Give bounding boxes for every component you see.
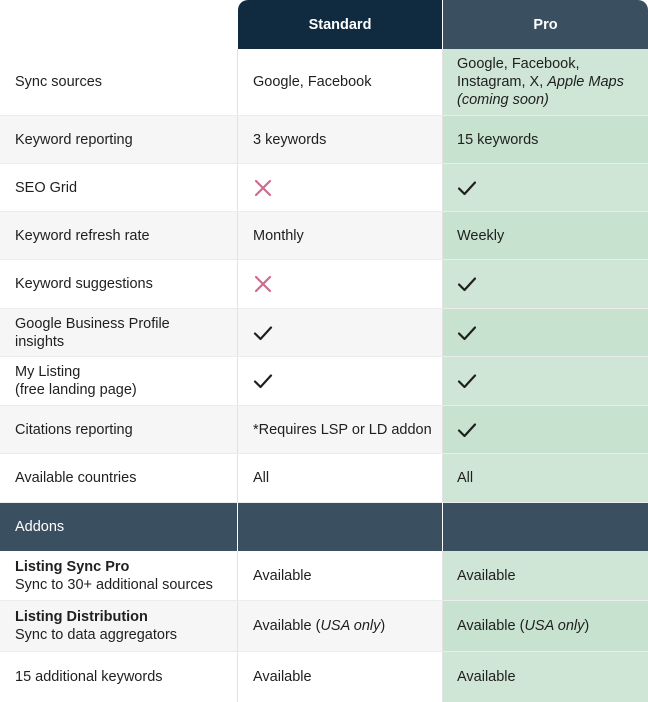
pro-value: 15 keywords bbox=[443, 116, 648, 163]
feature-label: Keyword suggestions bbox=[0, 260, 238, 308]
pro-value: All bbox=[443, 454, 648, 502]
header-pro: Pro bbox=[443, 0, 648, 49]
feature-label: Citations reporting bbox=[0, 406, 238, 453]
check-icon bbox=[253, 371, 273, 391]
table-row bbox=[0, 164, 648, 212]
feature-label: Sync sources bbox=[0, 49, 238, 115]
feature-label: Keyword reporting bbox=[0, 116, 238, 163]
table-row bbox=[0, 260, 648, 309]
table-row bbox=[0, 406, 648, 454]
cross-icon bbox=[253, 178, 273, 198]
pro-value-apple: Apple Maps bbox=[547, 74, 624, 90]
table-header bbox=[0, 0, 648, 49]
standard-value: 3 keywords bbox=[238, 116, 443, 163]
feature-label-line2: (free landing page) bbox=[15, 382, 137, 398]
feature-label-line1: My Listing bbox=[15, 364, 81, 380]
standard-value-a: Available ( bbox=[253, 618, 321, 634]
addon-desc: Sync to 30+ additional sources bbox=[15, 576, 213, 593]
pro-value-a: Available ( bbox=[457, 618, 525, 634]
addon-title: Listing Sync Pro bbox=[15, 558, 130, 575]
addon-label: 15 additional keywords bbox=[0, 652, 238, 702]
cross-icon bbox=[253, 274, 273, 294]
header-standard: Standard bbox=[238, 0, 443, 49]
standard-value bbox=[238, 601, 443, 651]
check-icon bbox=[457, 178, 477, 198]
pro-value-line1: Google, Facebook, bbox=[457, 56, 580, 72]
table-row bbox=[0, 601, 648, 652]
table-row bbox=[0, 652, 648, 702]
check-icon bbox=[457, 371, 477, 391]
standard-value: *Requires LSP or LD addon bbox=[238, 406, 443, 453]
feature-label bbox=[0, 309, 238, 356]
table-row bbox=[0, 212, 648, 260]
addon-desc: Sync to data aggregators bbox=[15, 627, 178, 643]
table-row bbox=[0, 309, 648, 357]
pro-value-c: ) bbox=[584, 618, 590, 634]
check-icon bbox=[457, 323, 477, 343]
pro-value bbox=[443, 309, 648, 356]
pro-value: Available bbox=[443, 652, 648, 702]
addon-title: Listing Distribution bbox=[15, 609, 148, 625]
section-empty bbox=[238, 503, 443, 551]
standard-value: Monthly bbox=[238, 212, 443, 259]
standard-value: Available bbox=[238, 652, 443, 702]
check-icon bbox=[253, 323, 273, 343]
pro-value bbox=[443, 260, 648, 308]
pro-value-coming-soon: (coming soon) bbox=[457, 92, 549, 108]
feature-label bbox=[0, 357, 238, 405]
standard-value bbox=[238, 357, 443, 405]
standard-value-usa: USA only bbox=[320, 618, 381, 634]
section-empty bbox=[443, 503, 648, 551]
standard-value: Available bbox=[238, 551, 443, 600]
table-row bbox=[0, 551, 648, 601]
pro-value: Available bbox=[443, 551, 648, 600]
feature-label: Keyword refresh rate bbox=[0, 212, 238, 259]
standard-value: Google, Facebook bbox=[238, 49, 443, 115]
table-row bbox=[0, 116, 648, 164]
standard-value: All bbox=[238, 454, 443, 502]
pro-value bbox=[443, 406, 648, 453]
pro-value bbox=[443, 164, 648, 211]
header-empty bbox=[0, 0, 238, 49]
table-row bbox=[0, 357, 648, 406]
feature-label: Available countries bbox=[0, 454, 238, 502]
pro-value: Weekly bbox=[443, 212, 648, 259]
pro-value bbox=[443, 49, 648, 115]
standard-value-c: ) bbox=[380, 618, 386, 634]
pro-value bbox=[443, 601, 648, 651]
section-title: Addons bbox=[0, 503, 238, 551]
standard-value bbox=[238, 164, 443, 211]
pro-value-line2: Instagram, X, bbox=[457, 74, 548, 90]
table-row bbox=[0, 454, 648, 503]
feature-label-line2: insights bbox=[15, 333, 65, 350]
pro-value bbox=[443, 357, 648, 405]
check-icon bbox=[457, 420, 477, 440]
feature-label-line1: Google Business Profile bbox=[15, 315, 170, 332]
check-icon bbox=[457, 274, 477, 294]
addon-label bbox=[0, 551, 238, 600]
standard-value bbox=[238, 309, 443, 356]
pro-value-usa: USA only bbox=[524, 618, 585, 634]
feature-label: SEO Grid bbox=[0, 164, 238, 211]
table-row bbox=[0, 49, 648, 116]
section-header-addons bbox=[0, 503, 648, 551]
standard-value bbox=[238, 260, 443, 308]
addon-label bbox=[0, 601, 238, 651]
